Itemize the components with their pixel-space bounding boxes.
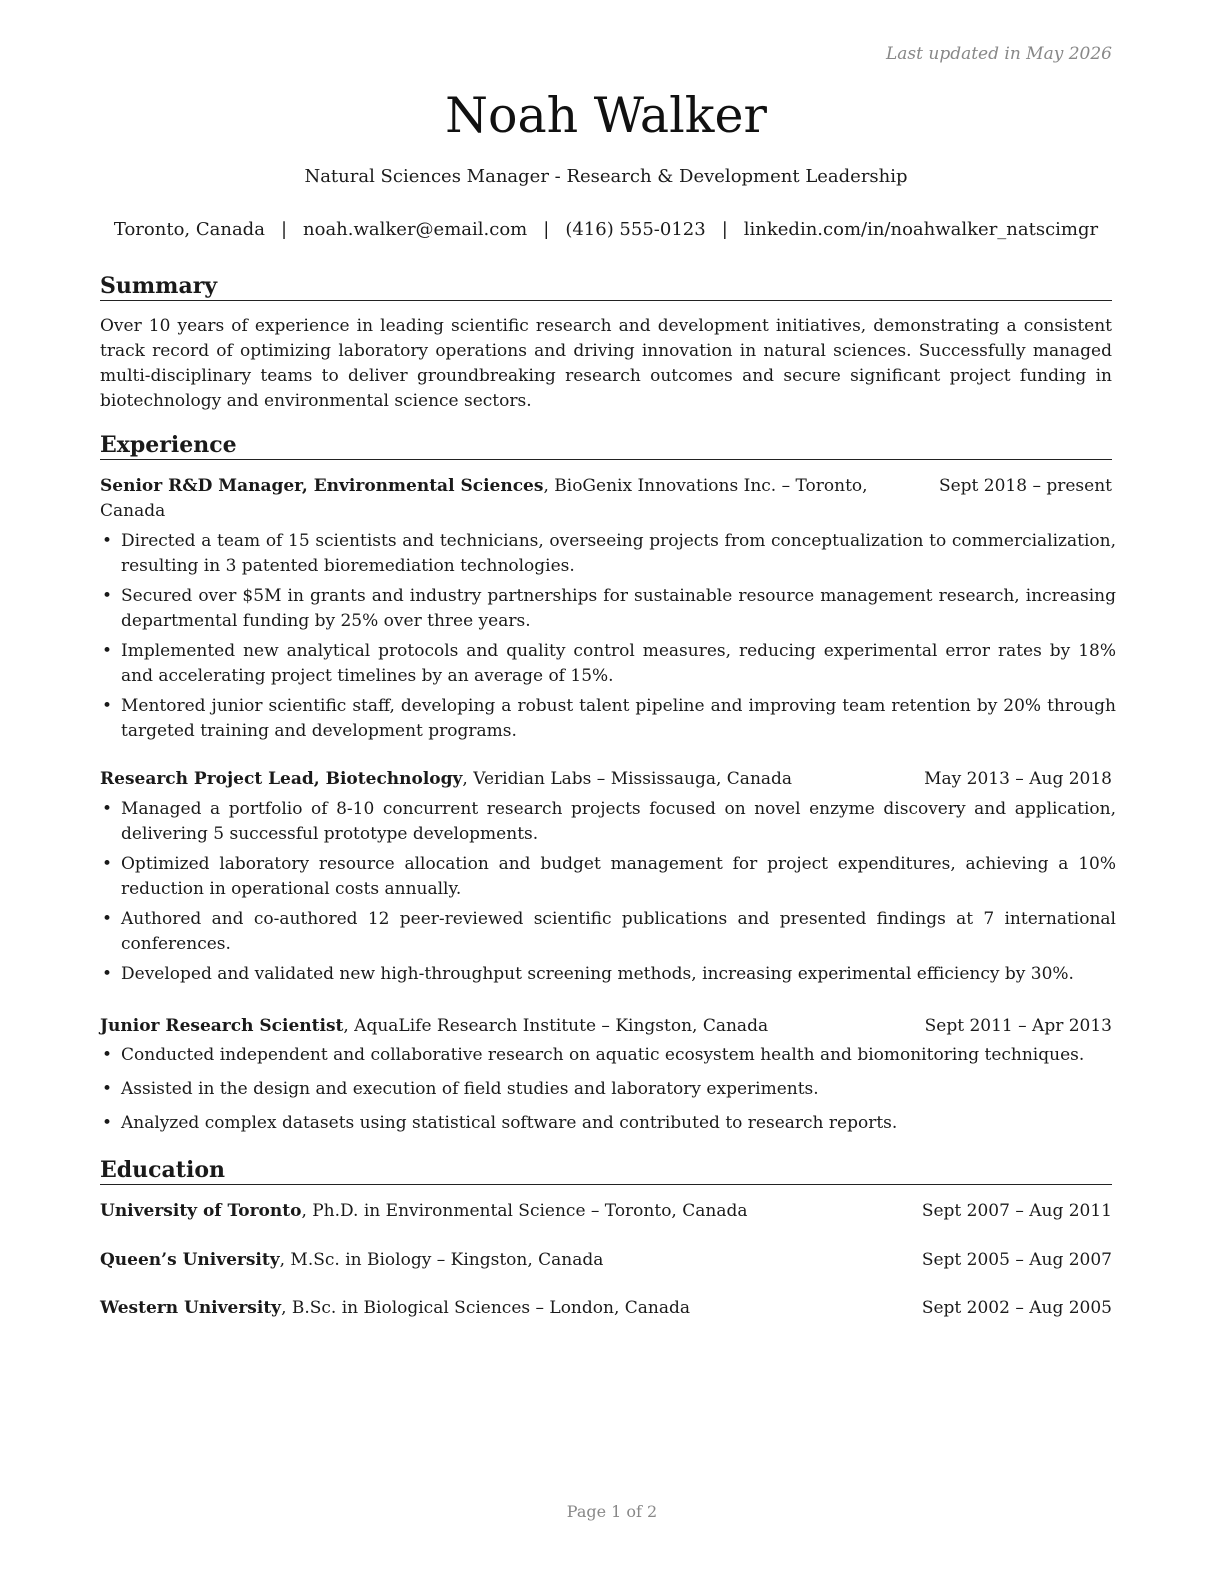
education-dates: Sept 2002 – Aug 2005	[921, 1298, 1112, 1318]
list-item	[100, 694, 1116, 744]
contact-linkedin[interactable]: linkedin.com/in/noahwalker_natscimgr	[743, 219, 1099, 240]
bullet-text: Secured over $5M in grants and industry partnerships for sustainable resource management research, increasing departmental funding by 25% over three years.	[121, 586, 1116, 631]
bullet-text: Optimized laboratory resource allocation and budget management for project expenditures, achieving a 10% reduction in operational costs annually.	[121, 854, 1116, 899]
job-header	[100, 767, 1112, 792]
bullet-icon: •	[102, 531, 113, 551]
bullet-icon: •	[102, 854, 113, 874]
bullet-text: Directed a team of 15 scientists and technicians, overseeing projects from conceptualization to commercialization, resulting in 3 patented bioremediation technologies.	[121, 531, 1116, 576]
list-item	[100, 1043, 1116, 1068]
job-bullets	[100, 797, 1116, 987]
education-item	[100, 1248, 1112, 1273]
job-title-line	[100, 474, 900, 499]
list-item	[100, 797, 1116, 847]
bullet-text: Authored and co-authored 12 peer-reviewed scientific publications and presented findings at 7 international conferences.	[121, 909, 1116, 954]
bullet-icon: •	[102, 1045, 113, 1065]
candidate-name: Noah Walker	[445, 87, 767, 144]
contact-separator: |	[280, 219, 288, 240]
job-role: Research Project Lead, Biotechnology	[100, 769, 463, 789]
bullet-icon: •	[102, 641, 113, 661]
list-item	[100, 1077, 1116, 1102]
bullet-text: Conducted independent and collaborative research on aquatic ecosystem health and biomonitoring techniques.	[121, 1045, 1085, 1065]
job-bullets	[100, 529, 1116, 744]
job-role: Junior Research Scientist	[100, 1016, 344, 1036]
list-item	[100, 852, 1116, 902]
list-item	[100, 962, 1116, 987]
bullet-text: Assisted in the design and execution of field studies and laboratory experiments.	[121, 1079, 819, 1099]
list-item	[100, 1111, 1116, 1136]
bullet-icon: •	[102, 586, 113, 606]
degree-detail: , B.Sc. in Biological Sciences – London, Canada	[281, 1298, 691, 1318]
section-title-summary: Summary	[100, 272, 1112, 301]
contact-separator: |	[721, 219, 728, 240]
school-name: University of Toronto	[100, 1201, 302, 1221]
job-header	[100, 1014, 1112, 1039]
bullet-icon: •	[102, 799, 113, 819]
list-item	[100, 584, 1116, 634]
degree-detail: , Ph.D. in Environmental Science – Toronto, Canada	[301, 1201, 748, 1221]
job-org: , Veridian Labs – Mississauga, Canada	[462, 769, 793, 789]
job-dates: Sept 2011 – Apr 2013	[924, 1016, 1112, 1036]
school-name: Queen’s University	[100, 1250, 280, 1270]
summary-text: Over 10 years of experience in leading scientific research and development initiatives, demonstrating a consistent track record of optimizing laboratory operations and driving innovation in natural sciences. Successfully managed multi-disciplinary teams to deliver groundbreaking research outcomes and secure significant project funding in biotechnology and environmental science sectors.	[100, 316, 1112, 411]
bullet-text: Implemented new analytical protocols and quality control measures, reducing experimental error rates by 18% and accelerating project timelines by an average of 15%.	[121, 641, 1116, 686]
bullet-text: Developed and validated new high-throughput screening methods, increasing experimental efficiency by 30%.	[121, 964, 1074, 984]
job-role: Senior R&D Manager, Environmental Sciences	[100, 476, 544, 496]
page-number: Page 1 of 2	[566, 1502, 658, 1521]
contact-phone: (416) 555-0123	[565, 219, 706, 240]
degree-detail: , M.Sc. in Biology – Kingston, Canada	[279, 1250, 604, 1270]
education-dates: Sept 2007 – Aug 2011	[921, 1201, 1112, 1221]
contact-separator: |	[543, 219, 550, 240]
education-item	[100, 1296, 1112, 1321]
headline: Natural Sciences Manager - Research & Development Leadership	[304, 166, 908, 187]
bullet-text: Mentored junior scientific staff, developing a robust talent pipeline and improving team retention by 20% through targeted training and development programs.	[121, 696, 1116, 741]
bullet-icon: •	[102, 696, 113, 716]
job-dates: Sept 2018 – present	[938, 476, 1112, 496]
list-item	[100, 529, 1116, 579]
education-dates: Sept 2005 – Aug 2007	[921, 1250, 1112, 1270]
list-item	[100, 907, 1116, 957]
section-title-experience: Experience	[100, 431, 1112, 460]
last-updated: Last updated in May 2026	[885, 44, 1112, 64]
list-item	[100, 639, 1116, 689]
bullet-icon: •	[102, 1113, 113, 1133]
bullet-text: Analyzed complex datasets using statistical software and contributed to research reports.	[121, 1113, 898, 1133]
contact-line	[100, 219, 1112, 240]
contact-email[interactable]: noah.walker@email.com	[303, 219, 528, 240]
job-dates: May 2013 – Aug 2018	[924, 769, 1112, 789]
job-org: , BioGenix Innovations Inc. – Toronto,	[543, 476, 868, 496]
job-header	[100, 474, 1112, 524]
job-org-continued: Canada	[100, 501, 166, 521]
contact-location: Toronto, Canada	[113, 219, 265, 240]
school-name: Western University	[100, 1298, 282, 1318]
bullet-text: Managed a portfolio of 8-10 concurrent research projects focused on novel enzyme discovery and application, delivering 5 successful prototype developments.	[121, 799, 1116, 844]
job-org: , AquaLife Research Institute – Kingston, Canada	[343, 1016, 769, 1036]
bullet-icon: •	[102, 909, 113, 929]
bullet-icon: •	[102, 964, 113, 984]
education-item	[100, 1199, 1112, 1224]
job-bullets	[100, 1043, 1116, 1136]
bullet-icon: •	[102, 1079, 113, 1099]
section-title-education: Education	[100, 1156, 1112, 1185]
